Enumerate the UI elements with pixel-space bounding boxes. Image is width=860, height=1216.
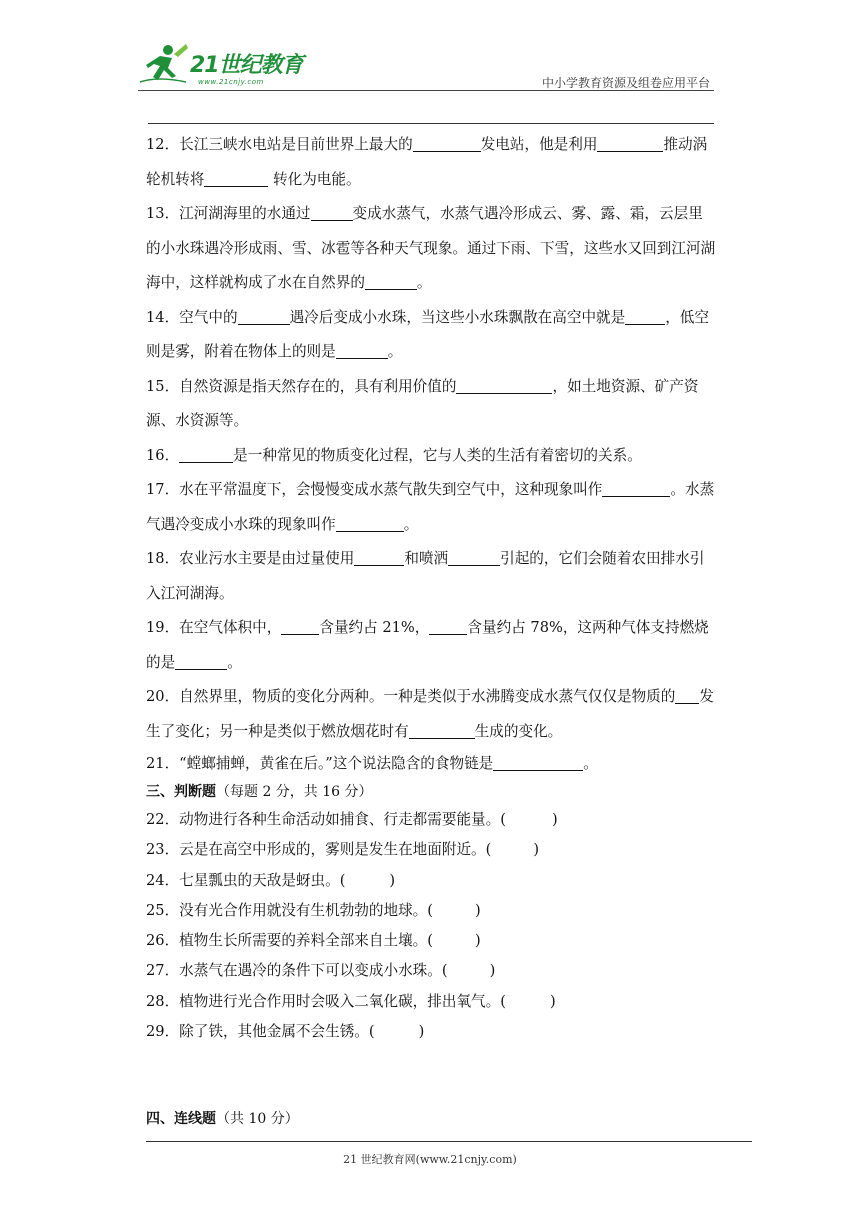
question-21: 21．“螳螂捕蝉，黄雀在后。”这个说法隐含的食物链是 。 xyxy=(146,755,598,772)
question-12: 12．长江三峡水电站是目前世界上最大的 发电站，他是利用 推动涡轮机转将 转化为电能。 xyxy=(146,136,708,188)
page-header xyxy=(138,40,714,90)
question-number: 12． xyxy=(146,136,180,153)
answer-blank[interactable] xyxy=(602,481,670,497)
answer-blank[interactable] xyxy=(597,136,663,152)
logo-text: 21世纪教育 xyxy=(190,53,303,78)
logo-url: www.21cnjy.com xyxy=(198,78,264,86)
runner-icon xyxy=(138,40,190,86)
question-list xyxy=(146,128,716,1047)
answer-blank[interactable] xyxy=(311,205,353,221)
question-14: 14．空气中的 遇冷后变成小水珠，当这些小水珠飘散在高空中就是 ，低空则是雾，附着在物体上的则是 。 xyxy=(146,308,710,360)
question-number: 15． xyxy=(146,377,180,395)
page-footer: 21 世纪教育网(www.21cnjy.com) xyxy=(343,1153,517,1166)
question-number: 19． xyxy=(146,619,180,636)
question-number: 13． xyxy=(146,205,180,222)
footer-divider xyxy=(146,1141,752,1142)
answer-blank[interactable] xyxy=(625,309,665,325)
judgment-26: 26．植物生长所需要的养料全部来自土壤。( ) xyxy=(146,932,481,950)
answer-blank[interactable] xyxy=(448,550,500,566)
judgment-28: 28．植物进行光合作用时会吸入二氧化碳，排出氧气。( ) xyxy=(146,992,556,1010)
question-16: 16． 是一种常见的物质变化过程，它与人类的生活有着密切的关系。 xyxy=(146,446,642,464)
answer-blank[interactable] xyxy=(354,550,404,566)
answer-blank[interactable] xyxy=(493,755,583,771)
judgment-25: 25．没有光合作用就没有生机勃勃的地球。( ) xyxy=(146,901,481,919)
answer-blank[interactable] xyxy=(675,688,699,704)
question-number: 18． xyxy=(146,550,180,567)
section-3-heading: 三、判断题（每题 2 分，共 16 分） xyxy=(146,784,373,800)
question-17: 17．水在平常温度下，会慢慢变成水蒸气散失到空气中，这种现象叫作 。水蒸气遇冷变成小水珠的现象叫作 。 xyxy=(146,481,715,533)
question-number: 17． xyxy=(146,481,180,498)
question-20: 20．自然界里，物质的变化分两种。一种是类似于水沸腾变成水蒸气仅仅是物质的 发生了变化；另一种是类似于燃放烟花时有 生成的变化。 xyxy=(146,688,714,740)
site-logo xyxy=(138,40,318,88)
answer-blank[interactable] xyxy=(336,516,404,532)
judgment-27: 27．水蒸气在遇冷的条件下可以变成小水珠。( ) xyxy=(146,962,496,980)
answer-blank[interactable] xyxy=(336,343,388,359)
platform-label: 中小学教育资源及组卷应用平台 xyxy=(541,76,710,90)
judgment-22: 22．动物进行各种生命活动如捕食、行走都需要能量。( ) xyxy=(146,811,558,828)
answer-blank[interactable] xyxy=(365,274,417,290)
question-number: 16． xyxy=(146,446,180,464)
answer-blank[interactable] xyxy=(456,378,552,394)
answer-blank[interactable] xyxy=(409,723,475,739)
question-18: 18．农业污水主要是由过量使用 和喷洒 引起的，它们会随着农田排水引入江河湖海。 xyxy=(146,550,705,602)
question-number: 14． xyxy=(146,308,180,326)
header-divider xyxy=(138,90,714,91)
content-top-divider xyxy=(148,123,714,124)
question-number: 20． xyxy=(146,688,180,705)
answer-blank[interactable] xyxy=(179,447,233,463)
answer-blank[interactable] xyxy=(238,309,290,325)
answer-blank[interactable] xyxy=(204,171,268,187)
answer-blank[interactable] xyxy=(175,654,227,670)
question-number: 21． xyxy=(146,755,180,772)
question-15: 15．自然资源是指天然存在的，具有利用价值的 ，如土地资源、矿产资源、水资源等。 xyxy=(146,377,699,429)
answer-blank[interactable] xyxy=(413,136,481,152)
judgment-23: 23．云是在高空中形成的，雾则是发生在地面附近。( ) xyxy=(146,841,540,859)
answer-blank[interactable] xyxy=(281,619,319,635)
judgment-24: 24．七星瓢虫的天敌是蚜虫。( ) xyxy=(146,871,396,889)
question-13: 13．江河湖海里的水通过 变成水蒸气，水蒸气遇冷形成云、雾、露、霜，云层里的小水珠遇冷形成雨、雪、冰雹等各种天气现象。通过下雨、下雪，这些水又回到江河湖海中，这样就构成了水在自然界的 。 xyxy=(146,205,716,291)
question-19: 19．在空气体积中， 含量约占 21%， 含量约占 78%，这两种气体支持燃烧的是 。 xyxy=(146,619,709,671)
answer-blank[interactable] xyxy=(429,619,467,635)
judgment-29: 29．除了铁，其他金属不会生锈。( ) xyxy=(146,1023,425,1041)
section-4-heading: 四、连线题（共 10 分） xyxy=(146,1111,299,1127)
